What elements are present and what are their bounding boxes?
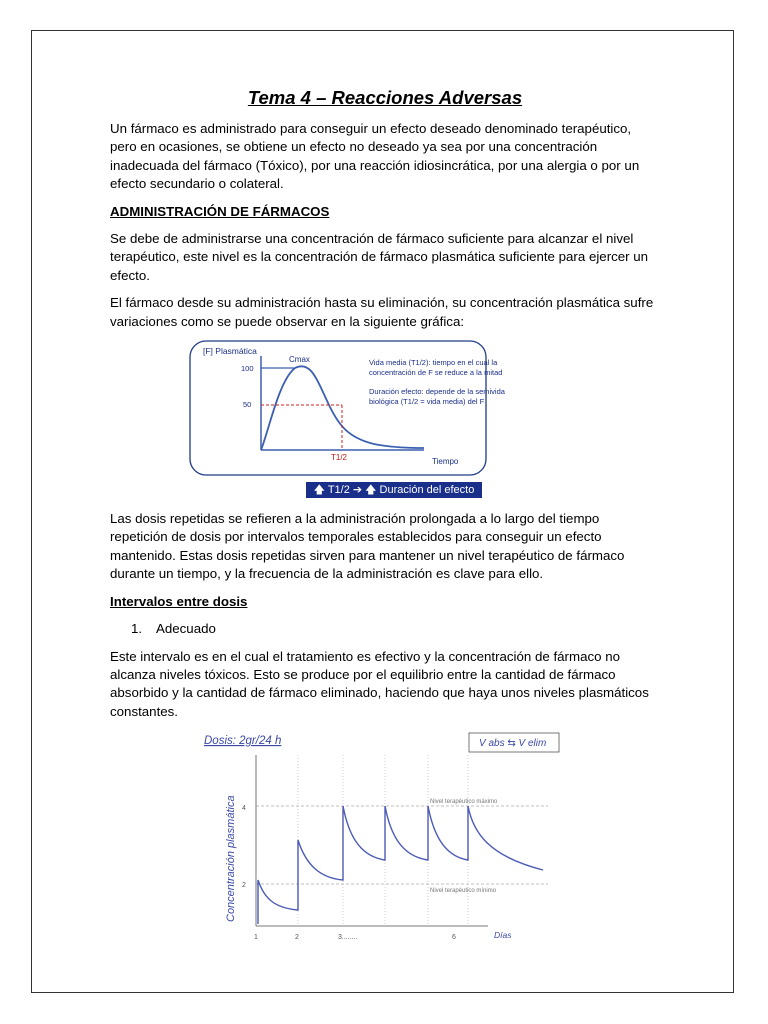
paragraph-dosis-repetidas: Las dosis repetidas se refieren a la administración prolongada a lo largo del tiempo repetición de dosis por intervalos temporales establecidos para conseguir un efecto mantenido. Estas dosis repetidas sirven para mantener un nivel terapéutico de fármaco durante un tiempo, y la frecuencia de la administración es clave para ello. bbox=[110, 511, 625, 582]
note-duracion-2: biológica (T1/2 = vida media) del F bbox=[369, 397, 485, 407]
tick-100: 100 bbox=[241, 364, 254, 374]
list-item-adecuado bbox=[110, 620, 660, 638]
section-heading-intervalos: Intervalos entre dosis bbox=[110, 593, 248, 609]
list-item-label: Adecuado bbox=[156, 621, 216, 637]
paragraph-intervalo-adecuado: Este intervalo es en el cual el tratamiento es efectivo y la concentración de fármaco no alcanza niveles tóxicos. Esto se produce por el equilibrio entre la cantidad de fármaco absorbido y la cantidad de fármaco eliminado, haciendo que haya unos niveles plasmáticos constantes. bbox=[110, 648, 649, 719]
note-vida-media-2: concentración de F se reduce a la mitad bbox=[369, 368, 503, 378]
x-tick-6: 6 bbox=[452, 934, 456, 942]
note-duracion-1: Duración efecto: depende de la semivida bbox=[369, 387, 505, 397]
paragraph-nivel-terapeutico: Se debe de administrarse una concentración de fármaco suficiente para alcanzar el nivel terapéutico, este nivel es la concentración de fármaco plasmática suficiente para ejercer un efecto. bbox=[110, 231, 649, 283]
half-life-banner: 🡅 T1/2 ➔ 🡅 Duración del efecto bbox=[306, 482, 482, 498]
tick-4: 4 bbox=[242, 805, 246, 813]
balance-label: V abs ⇆ V elim bbox=[479, 738, 547, 750]
x-tick-1: 1 bbox=[254, 934, 258, 942]
x-tick-2: 2 bbox=[295, 934, 299, 942]
tick-2: 2 bbox=[242, 882, 246, 890]
page-title: Tema 4 – Reacciones Adversas bbox=[247, 87, 523, 108]
x-axis-label: Tiempo bbox=[432, 457, 459, 467]
y-axis-label: Concentración plasmática bbox=[225, 795, 237, 923]
repeated-dose-figure bbox=[198, 730, 568, 950]
document-content bbox=[110, 86, 660, 950]
note-vida-media-1: Vida media (T1/2): tiempo en el cual la bbox=[369, 358, 498, 368]
list-item-number: 1. bbox=[131, 621, 143, 637]
day-gridlines bbox=[298, 755, 468, 925]
x-axis-label: Días bbox=[494, 930, 512, 941]
min-level-label: Nivel terapéutico mínimo bbox=[430, 888, 497, 895]
cmax-label: Cmax bbox=[289, 355, 310, 365]
concentration-sawtooth bbox=[258, 806, 543, 924]
max-level-label: Nivel terapéutico máximo bbox=[430, 799, 498, 806]
tick-50: 50 bbox=[243, 400, 252, 410]
paragraph-variaciones: El fármaco desde su administración hasta su eliminación, su concentración plasmática sufre variaciones como se puede observar en la siguiente gráfica: bbox=[110, 295, 654, 329]
concentration-time-figure bbox=[189, 340, 505, 480]
t12-label: T1/2 bbox=[331, 453, 348, 463]
section-heading-administracion: ADMINISTRACIÓN DE FÁRMACOS bbox=[110, 203, 330, 219]
x-tick-3: 3........ bbox=[338, 934, 358, 942]
dose-label: Dosis: 2gr/24 h bbox=[204, 735, 282, 748]
intro-paragraph: Un fármaco es administrado para conseguir un efecto deseado denominado terapéutico, pero en ocasiones, se obtiene un efecto no deseado ya sea por una concentración inadecuada del fármaco (Tóxico), por una reacción idiosincrática, por una alergia o por un efecto secundario o colateral. bbox=[110, 121, 640, 192]
y-axis-label: [F] Plasmática bbox=[203, 346, 257, 357]
